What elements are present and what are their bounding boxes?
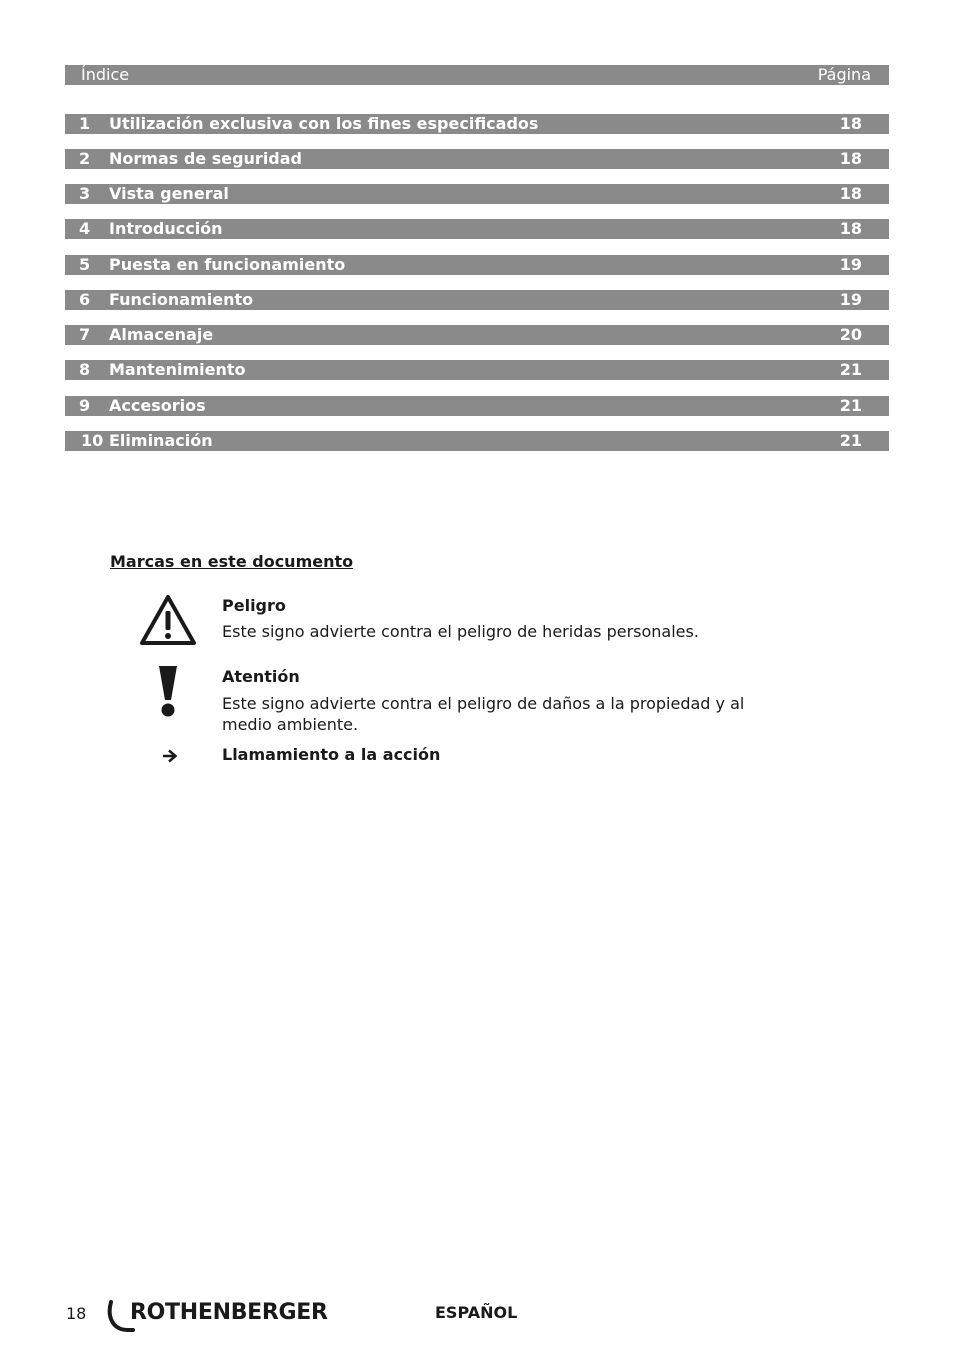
toc-row-page: 21 — [839, 360, 862, 379]
brand-name: ROTHENBERGER — [130, 1300, 328, 1325]
toc-row[interactable] — [65, 255, 889, 275]
danger-description: Este signo advierte contra el peligro de heridas personales. — [222, 622, 699, 641]
toc-row-page: 20 — [839, 325, 862, 344]
toc-header — [65, 65, 889, 85]
toc-row-title: Normas de seguridad — [109, 149, 303, 168]
warning-triangle-icon — [139, 594, 197, 646]
attention-description: Este signo advierte contra el peligro de daños a la propiedad y al medio ambiente. — [222, 694, 745, 734]
toc-row-number: 8 — [79, 360, 91, 379]
toc-row-title: Almacenaje — [109, 325, 214, 344]
toc-row[interactable] — [65, 360, 889, 380]
toc-row-number: 10 — [81, 431, 104, 450]
toc-row-title: Mantenimiento — [109, 360, 246, 379]
toc-row-number: 2 — [79, 149, 91, 168]
toc-row-page: 18 — [839, 149, 862, 168]
arrow-right-icon — [162, 749, 178, 763]
toc-row-page: 18 — [839, 219, 862, 238]
action-label: Llamamiento a la acción — [222, 745, 441, 764]
toc-row[interactable] — [65, 114, 889, 134]
toc-row-number: 1 — [79, 114, 91, 133]
toc-row-title: Vista general — [109, 184, 229, 203]
toc-row-title: Funcionamiento — [109, 290, 254, 309]
toc-row-page: 19 — [839, 255, 862, 274]
toc-row-title: Accesorios — [109, 396, 206, 415]
toc-row-page: 18 — [839, 114, 862, 133]
rothenberger-logo — [106, 1298, 346, 1338]
toc-header-label: Índice — [81, 65, 130, 84]
toc-row-page: 19 — [839, 290, 862, 309]
toc-header-page-label: Página — [817, 65, 871, 84]
toc-row-page: 21 — [839, 396, 862, 415]
toc-row-number: 3 — [79, 184, 91, 203]
toc-row-number: 6 — [79, 290, 91, 309]
toc-row-title: Introducción — [109, 219, 223, 238]
toc-row-title: Eliminación — [109, 431, 213, 450]
danger-title: Peligro — [222, 596, 286, 615]
toc-row-title: Utilización exclusiva con los fines especificados — [109, 114, 539, 133]
toc-row[interactable] — [65, 396, 889, 416]
toc-row-number: 7 — [79, 325, 91, 344]
toc-row-page: 21 — [839, 431, 862, 450]
toc-row-number: 4 — [79, 219, 91, 238]
page-number: 18 — [66, 1304, 87, 1323]
toc-row-number: 5 — [79, 255, 91, 274]
marks-heading: Marcas en este documento — [110, 552, 354, 571]
toc-row[interactable] — [65, 184, 889, 204]
exclamation-icon — [157, 666, 179, 718]
toc-row[interactable] — [65, 325, 889, 345]
toc-row[interactable] — [65, 149, 889, 169]
toc-row[interactable] — [65, 431, 889, 451]
toc-row[interactable] — [65, 219, 889, 239]
toc-row-title: Puesta en funcionamiento — [109, 255, 346, 274]
attention-title: Atentión — [222, 667, 300, 686]
toc-row[interactable] — [65, 290, 889, 310]
toc-row-page: 18 — [839, 184, 862, 203]
language-label: ESPAÑOL — [435, 1303, 518, 1322]
toc-row-number: 9 — [79, 396, 91, 415]
